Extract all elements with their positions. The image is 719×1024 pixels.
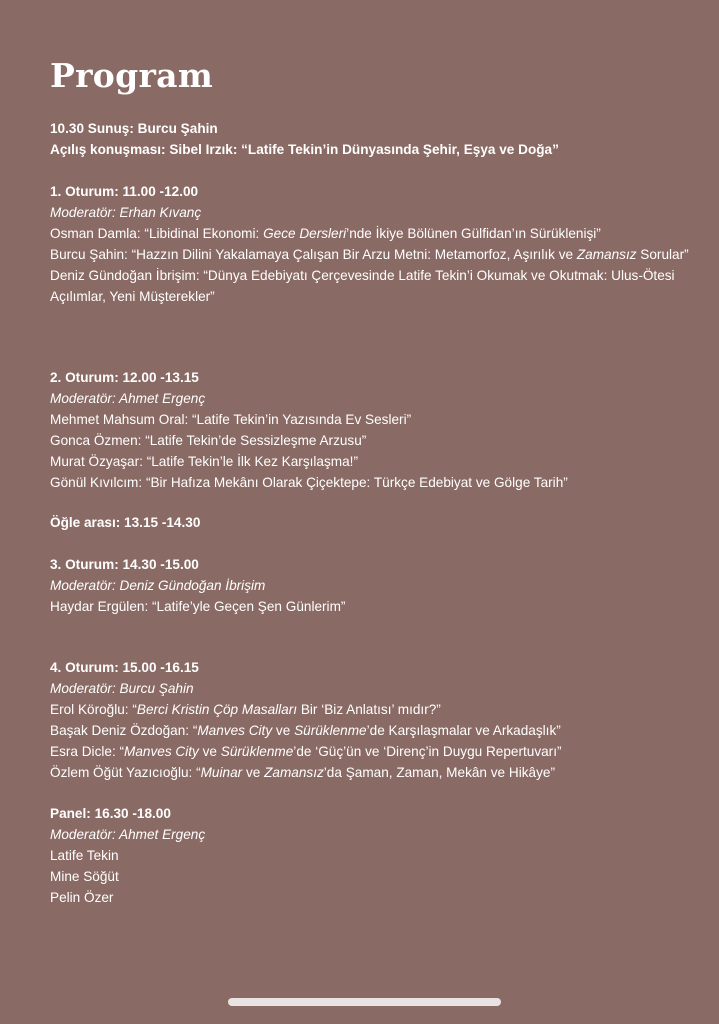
talk-item: Erol Köroğlu: “Berci Kristin Çöp Masalları Bir ‘Biz Anlatısı’ mıdır?” xyxy=(50,702,441,717)
talk-item: Deniz Gündoğan İbrişim: “Dünya Edebiyatı Çerçevesinde Latife Tekin’i Okumak ve Okutmak: Ulus-Ötesi Açılımlar, Yeni Müşterekler” xyxy=(50,268,675,304)
talk-item: Özlem Öğüt Yazıcıoğlu: “Muinar ve Zamansız’da Şaman, Zaman, Mekân ve Hikâye” xyxy=(50,765,555,780)
panel-heading: Panel: 16.30 -18.00 xyxy=(50,806,171,821)
session-heading: 3. Oturum: 14.30 -15.00 xyxy=(50,557,199,572)
talk-item: Haydar Ergülen: “Latife’yle Geçen Şen Günlerim” xyxy=(50,599,346,614)
page-title: Program xyxy=(50,56,214,95)
session-1 xyxy=(50,181,690,307)
home-indicator[interactable] xyxy=(228,998,501,1006)
session-heading: 2. Oturum: 12.00 -13.15 xyxy=(50,370,199,385)
opening-host: 10.30 Sunuş: Burcu Şahin xyxy=(50,121,218,136)
opening-block xyxy=(50,118,690,160)
talk-item: Mehmet Mahsum Oral: “Latife Tekin’in Yazısında Ev Sesleri” xyxy=(50,412,412,427)
session-moderator: Moderatör: Burcu Şahin xyxy=(50,681,194,696)
panel-session xyxy=(50,803,690,908)
lunch-heading: Öğle arası: 13.15 -14.30 xyxy=(50,515,201,530)
session-3 xyxy=(50,554,690,617)
talk-item: Gönül Kıvılcım: “Bir Hafıza Mekânı Olarak Çiçektepe: Türkçe Edebiyat ve Gölge Tarih” xyxy=(50,475,568,490)
panel-member: Mine Söğüt xyxy=(50,869,119,884)
session-4 xyxy=(50,657,690,783)
session-heading: 4. Oturum: 15.00 -16.15 xyxy=(50,660,199,675)
opening-speech: Açılış konuşması: Sibel Irzık: “Latife Tekin’in Dünyasında Şehir, Eşya ve Doğa” xyxy=(50,142,559,157)
talk-item: Esra Dicle: “Manves City ve Sürüklenme’de ‘Güç’ün ve ‘Direnç’in Duygu Repertuvarı” xyxy=(50,744,562,759)
session-2 xyxy=(50,367,690,493)
talk-item: Osman Damla: “Libidinal Ekonomi: Gece Dersleri’nde İkiye Bölünen Gülfidan’ın Sürüklenişi” xyxy=(50,226,601,241)
talk-item: Başak Deniz Özdoğan: “Manves City ve Sürüklenme’de Karşılaşmalar ve Arkadaşlık” xyxy=(50,723,561,738)
panel-member: Latife Tekin xyxy=(50,848,119,863)
session-moderator: Moderatör: Erhan Kıvanç xyxy=(50,205,202,220)
panel-member: Pelin Özer xyxy=(50,890,114,905)
session-heading: 1. Oturum: 11.00 -12.00 xyxy=(50,184,199,199)
session-moderator: Moderatör: Ahmet Ergenç xyxy=(50,391,206,406)
talk-item: Gonca Özmen: “Latife Tekin’de Sessizleşme Arzusu” xyxy=(50,433,367,448)
talk-item: Murat Özyaşar: “Latife Tekin’le İlk Kez Karşılaşma!” xyxy=(50,454,358,469)
talk-item: Burcu Şahin: “Hazzın Dilini Yakalamaya Çalışan Bir Arzu Metni: Metamorfoz, Aşırılık ve Zamansız Sorular” xyxy=(50,247,689,262)
panel-moderator: Moderatör: Ahmet Ergenç xyxy=(50,827,206,842)
session-moderator: Moderatör: Deniz Gündoğan İbrişim xyxy=(50,578,266,593)
lunch-break xyxy=(50,512,690,533)
